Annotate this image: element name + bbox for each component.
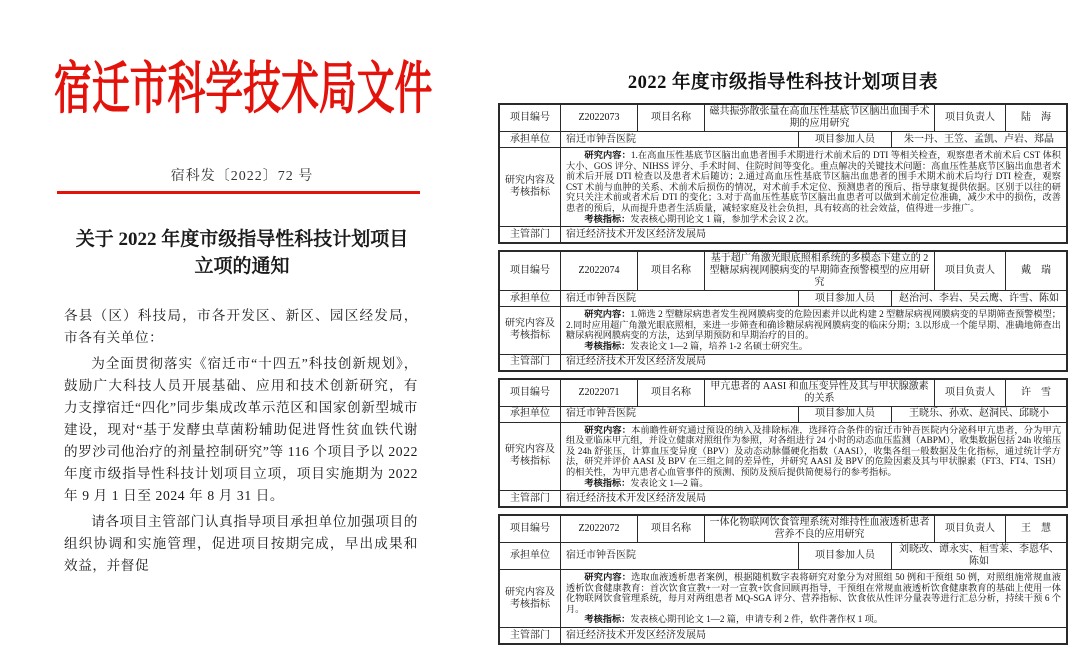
table-row [500,132,1066,148]
project-no-value: Z2022073 [561,105,638,131]
research-prefix: 研究内容： [584,150,631,160]
undertaker-label: 承担单位 [500,132,561,147]
project-no-value: Z2022071 [561,380,638,406]
participants-value: 王晓乐、孙欢、赵洞民、邱晓小 [909,408,1049,420]
project-block-2 [498,250,1068,371]
document-body [64,305,418,577]
dept-label: 主管部门 [500,628,561,643]
project-name-value: 磁共振弥散张量在高血压性基底节区脑出血围手术期的应用研究 [705,105,935,131]
project-name-label: 项目名称 [638,380,705,406]
table-row [500,628,1066,643]
leader-value: 陆 海 [1021,112,1051,123]
leader-label: 项目负责人 [935,516,1006,542]
research-prefix: 研究内容： [584,309,631,320]
leader-label: 项目负责人 [935,380,1006,406]
project-name-label: 项目名称 [638,252,705,290]
participants-value: 赵治河、李岩、吴云鹰、许雪、陈如 [899,292,1059,304]
table-row [500,516,1066,543]
content-cell [561,423,1066,491]
assessment-content [566,478,1061,489]
content-cell [561,148,1066,226]
assessment-prefix: 考核指标： [584,477,631,488]
research-prefix: 研究内容： [584,424,632,435]
participants-label: 项目参加人员 [799,543,892,569]
table-row [500,291,1066,307]
table-row [500,543,1066,570]
table-row [500,380,1066,407]
project-table-pane [498,68,1068,651]
project-name-label: 项目名称 [638,516,705,542]
project-no-label: 项目编号 [500,516,561,542]
leader-value: 王 慧 [1021,523,1051,535]
undertaker-value: 宿迁市钟吾医院 [561,407,799,422]
table-row [500,252,1066,291]
research-text: 1.筛选 2 型糖尿病患者发生视网膜病变的危险因素并以此构建 2 型糖尿病视网膜病变的早期筛查预警模型；2.同时应用超广角激光眼底照相，来进一步筛查和确诊糖尿病视网膜病变的临床分期；3.以形成一个能早期、准确地筛查出糖尿病视网膜病变的方法，达到早期预防和早期治疗的目的。 [566,309,1061,341]
body-paragraph-2: 请各项目主管部门认真指导项目承担单位加强项目的组织协调和实施管理，促进项目按期完成，早出成果和效益，并督促 [64,514,418,573]
project-name-value: 一体化物联网饮食管理系统对维持性血液透析患者营养不良的应用研究 [705,516,935,542]
content-label: 研究内容及考核指标 [500,148,561,226]
dept-value: 宿迁经济技术开发区经济发展局 [566,356,706,368]
notice-title-line1: 关于 2022 年度市级指导性科技计划项目 [75,229,409,250]
content-label: 研究内容及考核指标 [500,307,561,353]
document-number: 宿科发〔2022〕72 号 [170,169,314,184]
notice-title-line2: 立项的通知 [194,256,290,277]
research-content [566,150,1061,214]
participants-label: 项目参加人员 [799,132,892,147]
assessment-content [566,214,1061,225]
project-name-value: 基于超广角激光眼底照相系统的多模态下建立的 2 型糖尿病视网膜病变的早期筛查预警模型的应用研究 [705,252,935,290]
project-block-3 [498,378,1068,509]
participants-label: 项目参加人员 [799,407,892,422]
project-no-value: Z2022072 [561,516,638,542]
salutation: 各县（区）科技局，市各开发区、新区、园区经发局，市各有关单位： [64,308,418,345]
project-no-label: 项目编号 [500,380,561,406]
content-cell [561,307,1066,353]
project-no-value: Z2022074 [561,252,638,290]
research-text: 选取血液透析患者案例，根据随机数字表将研究对象分为对照组 50 例和干预组 50 例，对照组施常规血液透析饮食健康教育：首次饮食宣教+一对一宣教+饮食回顾再指导，干预组在常规血液透析饮食健康教育的基础上使用一体化物联网饮食管理系统，每月对两组患者 MQ-SGA 评分、营养指标、饮食依从性评分量表等进行汇总分析，持续干预 6 个月。 [566,572,1062,614]
project-name-label: 项目名称 [638,105,705,131]
leader-label: 项目负责人 [935,252,1006,290]
assessment-text: 发表核心期刊论文 1 篇，参加学术会议 2 次。 [630,213,815,224]
table-row [500,407,1066,423]
table-row [500,307,1066,354]
project-block-1 [498,103,1068,244]
project-name-value: 甲亢患者的 AASI 和血压变异性及其与甲状腺激素的关系 [705,380,935,406]
table-row [500,148,1066,227]
assessment-text: 发表论文 1—2 篇，培养 1-2 名硕士研究生。 [630,340,808,351]
table-row [500,491,1066,506]
participants-label: 项目参加人员 [799,291,892,306]
notice-title [48,226,436,280]
content-label: 研究内容及考核指标 [500,423,561,491]
project-block-4 [498,514,1068,645]
table-row [500,423,1066,492]
participants-value: 朱一丹、王笠、孟凯、卢岩、郑晶 [904,133,1054,145]
dept-value: 宿迁经济技术开发区经济发展局 [566,228,706,240]
agency-header: 宿迁市科学技术局文件 [54,57,433,121]
assessment-text: 发表论文 1—2 篇。 [630,477,709,488]
dept-value: 宿迁经济技术开发区经济发展局 [566,629,706,641]
undertaker-label: 承担单位 [500,291,561,306]
research-prefix: 研究内容： [584,572,632,583]
assessment-content [566,614,1061,625]
table-row [500,105,1066,132]
undertaker-label: 承担单位 [500,543,561,569]
research-content [566,309,1061,341]
body-paragraph-1: 为全面贯彻落实《宿迁市“十四五”科技创新规划》，鼓励广大科技人员开展基础、应用和技术创新研究，有力支撑宿迁“四化”同步集成改革示范区和国家创新型城市建设，现对“基于发酵虫草菌粉辅助促进肾性贫血铁代谢的罗沙司他治疗的剂量控制研究”等 116 个项目予以 2022 年度市级指导性科技计划项目立项，项目实施期为 2022 年 9 月 1 日至 2024 年 8 月 31 日。 [64,356,418,503]
participants-value: 刘晓改、谭永实、桓雪莱、李恩华、陈如 [899,544,1059,568]
leader-label: 项目负责人 [935,105,1006,131]
dept-label: 主管部门 [500,491,561,506]
table-row [500,570,1066,628]
leader-value: 戴 瑞 [1021,265,1051,277]
assessment-text: 发表核心期刊论文 1—2 篇，申请专利 2 件，软件著作权 1 项。 [630,614,883,625]
content-cell [561,570,1066,627]
research-content [566,425,1061,478]
table-title: 2022 年度市级指导性科技计划项目表 [627,73,939,93]
research-text: 1.在高血压性基底节区脑出血患者围手术期进行术前术后的 DTI 等相关检查，观察患者术前术后 CST 体积大小、GOS 评分、NIHSS 评分、手术时间、住院时间等变化。重点解决的关键技术问题：高血压性基底节区脑出血患者术前术后开展 DTI 检查以及患者术后随访；2.通过高血压性基底节区脑出血患者的围手术期术前术后均行 DTI 检查，观察 CST 术前与血肿的关系、术前术后损伤的情况，对术前手术定位、预测患者的预后、指导康复提供依据。区别于以往的研究只关注术前或者术后 DTI 的变化；3.对于高血压性基底节区脑出血患者可以做到术前定位准确，减少术中的损伤，改善患者的预后，从而提升患者生活质量，减轻家庭及社会负担，具有较高的社会效益，值得进一步推广。 [566,150,1061,213]
dept-label: 主管部门 [500,227,561,242]
project-no-label: 项目编号 [500,252,561,290]
red-divider-rule [57,191,420,194]
assessment-content [566,341,1061,352]
research-content [566,572,1061,614]
project-no-label: 项目编号 [500,105,561,131]
assessment-prefix: 考核指标： [584,614,631,625]
official-document-pane [40,0,470,573]
leader-value: 许 雪 [1021,386,1051,398]
content-label: 研究内容及考核指标 [500,570,561,627]
dept-value: 宿迁经济技术开发区经济发展局 [566,492,706,504]
table-row [500,227,1066,242]
assessment-prefix: 考核指标： [584,213,631,224]
undertaker-value: 宿迁市钟吾医院 [561,543,799,569]
table-row [500,355,1066,370]
undertaker-label: 承担单位 [500,407,561,422]
undertaker-value: 宿迁市钟吾医院 [561,132,799,147]
research-text: 本前瞻性研究通过预设的纳入及排除标准，选择符合条件的宿迁市钟吾医院内分泌科甲亢患者，分为甲亢组及亚临床甲亢组，并设立健康对照组作为参照，对各组进行 24 小时的动态血压监测（ABPM），收集数据包括 24h 收缩压及 24h 舒张压，计算血压变异度（BPV）及动态动脉僵硬化指数（AASI），收集各组一般数据及生化指标，通过统计学方法，研究并评价 AASI 及 BPV 在三组之间的差异性，并研究 AASI 及 BPV 的危险因素及其与甲状腺素（FT3、FT4、TSH）的相关性，为甲亢患者心血管事件的预测、预防及预后提供简便易行的参考指标。 [566,424,1062,477]
dept-label: 主管部门 [500,355,561,370]
undertaker-value: 宿迁市钟吾医院 [561,291,799,306]
assessment-prefix: 考核指标： [584,340,631,351]
